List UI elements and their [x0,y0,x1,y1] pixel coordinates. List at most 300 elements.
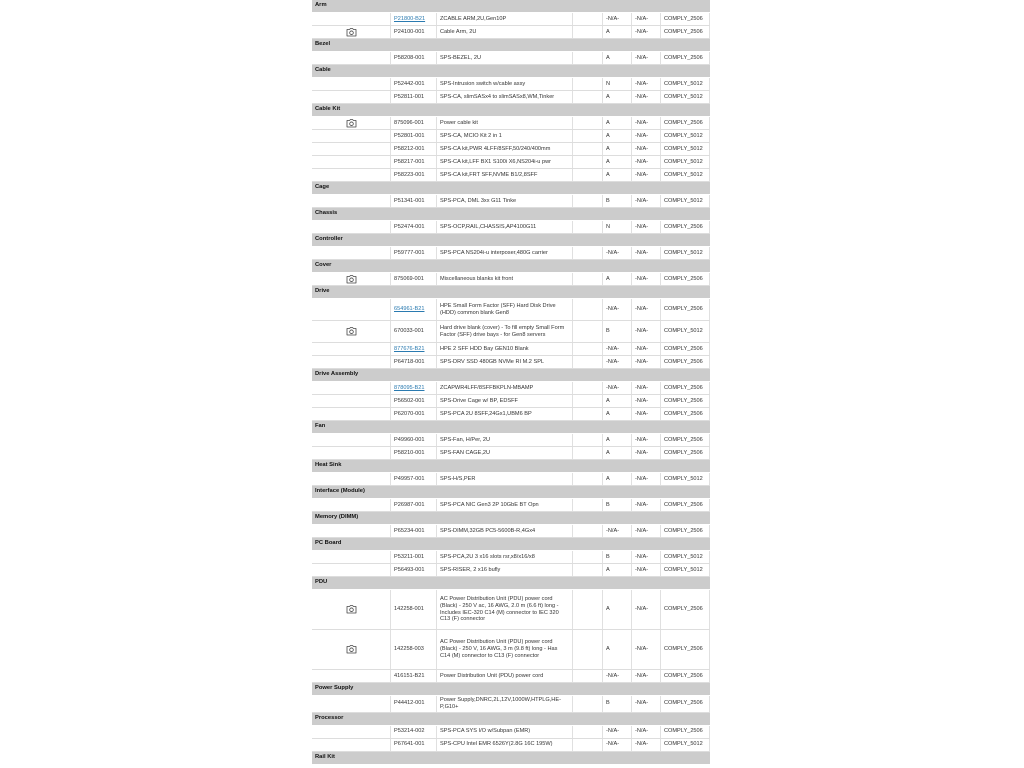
image-cell [312,564,390,576]
part-number: P65234-001 [394,527,425,534]
category-header: Cover [312,260,710,273]
description-cell: SPS-Intrusion switch w/cable assy [436,78,572,90]
part-number-cell [390,299,436,320]
condition-cell: -N/A- [602,726,631,738]
condition-cell: B [602,551,631,563]
table-row [312,551,710,564]
table-row [312,156,710,169]
description-cell: SPS-CPU Intel EMR 6526Y(2.8G 16C 195W) [436,739,572,751]
condition-cell: A [602,473,631,485]
image-cell [312,726,390,738]
camera-icon[interactable] [346,28,357,37]
description-cell: SPS-FAN CAGE,2U [436,447,572,459]
table-row [312,26,710,39]
compliance-cell: COMPLY_2506 [660,395,710,407]
condition-cell: A [602,447,631,459]
description-cell: Cable Arm, 2U [436,26,572,38]
availability-cell: -N/A- [631,434,660,446]
description-cell: Miscellaneous blanks kit front [436,273,572,285]
image-cell [312,247,390,259]
availability-cell: -N/A- [631,13,660,25]
availability-cell: -N/A- [631,551,660,563]
image-cell [312,499,390,511]
part-number-cell [390,696,436,712]
category-header: PDU [312,577,710,590]
compliance-cell: COMPLY_5012 [660,78,710,90]
description-cell: SPS-PCA,2U 3 x16 slots rsr,x8/x16/x8 [436,551,572,563]
part-number: P51341-001 [394,197,425,204]
camera-icon-graphic [346,327,357,336]
empty-cell [572,91,602,103]
empty-cell [572,551,602,563]
condition-cell: -N/A- [602,247,631,259]
part-number-cell [390,630,436,669]
availability-cell: -N/A- [631,564,660,576]
category-header: Rail Kit [312,752,710,765]
compliance-cell: COMPLY_2506 [660,13,710,25]
availability-cell: -N/A- [631,130,660,142]
compliance-cell: COMPLY_5012 [660,195,710,207]
empty-cell [572,382,602,394]
condition-cell: A [602,91,631,103]
availability-cell: -N/A- [631,117,660,129]
part-number-cell [390,408,436,420]
description-cell: SPS-CA kit,PWR 4LFF/8SFF,50/240/400mm [436,143,572,155]
empty-cell [572,670,602,682]
part-number: P52811-001 [394,93,425,100]
empty-cell [572,739,602,751]
category-header: Fan [312,421,710,434]
compliance-cell: COMPLY_5012 [660,473,710,485]
part-number-cell [390,143,436,155]
category-header: Power Supply [312,683,710,696]
image-cell [312,551,390,563]
image-cell [312,195,390,207]
description-cell: SPS-PCA, DML 3xx G11 Tinke [436,195,572,207]
compliance-cell: COMPLY_2506 [660,382,710,394]
description-cell: SPS-RISER, 2 x16 bufly [436,564,572,576]
image-cell [312,117,390,129]
compliance-cell: COMPLY_2506 [660,726,710,738]
condition-cell: B [602,321,631,342]
table-row [312,130,710,143]
table-row [312,564,710,577]
part-number: 142258-001 [394,606,424,613]
condition-cell: A [602,564,631,576]
condition-cell: A [602,130,631,142]
description-cell: SPS-H/S,PER [436,473,572,485]
condition-cell: N [602,78,631,90]
condition-cell: N [602,221,631,233]
table-row [312,343,710,356]
availability-cell: -N/A- [631,395,660,407]
empty-cell [572,395,602,407]
compliance-cell: COMPLY_5012 [660,130,710,142]
part-number-cell [390,91,436,103]
description-cell: AC Power Distribution Unit (PDU) power cord (Black) - 250 V ac, 16 AWG, 2.0 m (6.6 ft) long - Includes IEC-320 C14 (M) connector to IEC 320 C13 (F) connector [436,590,572,629]
compliance-cell: COMPLY_2506 [660,26,710,38]
part-number: 142258-003 [394,646,424,653]
category-header: PC Board [312,538,710,551]
empty-cell [572,499,602,511]
condition-cell: A [602,169,631,181]
table-row [312,195,710,208]
part-number: P59777-001 [394,249,425,256]
compliance-cell: COMPLY_2506 [660,52,710,64]
empty-cell [572,247,602,259]
table-row [312,169,710,182]
category-header: Arm [312,0,710,13]
empty-cell [572,195,602,207]
table-row [312,590,710,630]
empty-cell [572,299,602,320]
compliance-cell: COMPLY_5012 [660,739,710,751]
image-cell [312,156,390,168]
empty-cell [572,117,602,129]
part-number-cell [390,321,436,342]
condition-cell: -N/A- [602,739,631,751]
table-row [312,739,710,752]
description-cell: SPS-CA kit,LFF BX1 S100i X6,NS204i-u pwr [436,156,572,168]
empty-cell [572,590,602,629]
description-cell: HPE 2 SFF HDD Bay GEN10 Blank [436,343,572,355]
empty-cell [572,434,602,446]
empty-cell [572,356,602,368]
availability-cell: -N/A- [631,343,660,355]
table-row [312,356,710,369]
table-row [312,143,710,156]
part-number-cell [390,590,436,629]
part-number: 416151-B21 [394,672,425,679]
part-number: 670033-001 [394,328,424,335]
camera-icon-graphic [346,28,357,37]
category-header: Controller [312,234,710,247]
category-header: Chassis [312,208,710,221]
image-cell [312,630,390,669]
availability-cell: -N/A- [631,91,660,103]
empty-cell [572,13,602,25]
part-number-link[interactable]: 878095-B21 [394,384,425,391]
compliance-cell: COMPLY_2506 [660,630,710,669]
description-cell: SPS-PCA NIC Gen3 2P 10GbE BT Opn [436,499,572,511]
part-number: P58210-001 [394,449,425,456]
empty-cell [572,473,602,485]
availability-cell: -N/A- [631,590,660,629]
compliance-cell: COMPLY_5012 [660,156,710,168]
part-number-cell [390,726,436,738]
condition-cell: -N/A- [602,356,631,368]
availability-cell: -N/A- [631,447,660,459]
empty-cell [572,343,602,355]
image-cell [312,78,390,90]
image-cell [312,143,390,155]
condition-cell: -N/A- [602,343,631,355]
part-number: P58212-001 [394,145,425,152]
image-cell [312,434,390,446]
description-cell: SPS-DIMM,32GB PC5-5600B-R,4Gx4 [436,525,572,537]
category-header: Processor [312,713,710,726]
description-cell: SPS-OCP,RAIL,CHASSIS,AP4100G11 [436,221,572,233]
compliance-cell: COMPLY_2506 [660,117,710,129]
table-row [312,91,710,104]
image-cell [312,321,390,342]
part-number: P52442-001 [394,80,425,87]
description-cell: SPS-CA, slimSASx4 to slimSASx8,WM,Tinker [436,91,572,103]
compliance-cell: COMPLY_2506 [660,696,710,712]
part-number-cell [390,26,436,38]
empty-cell [572,78,602,90]
availability-cell: -N/A- [631,525,660,537]
description-cell: AC Power Distribution Unit (PDU) power cord (Black) - 250 V, 16 AWG, 3 m (9.8 ft) long - Has C14 (M) connector to C13 (F) connector [436,630,572,669]
table-row [312,434,710,447]
availability-cell: -N/A- [631,630,660,669]
condition-cell: A [602,156,631,168]
image-cell [312,13,390,25]
part-number-cell [390,395,436,407]
table-row [312,382,710,395]
image-cell [312,169,390,181]
part-number-cell [390,447,436,459]
description-cell: SPS-Fan, H/Per, 2U [436,434,572,446]
part-number: P52474-001 [394,223,425,230]
availability-cell: -N/A- [631,696,660,712]
camera-icon[interactable] [346,119,357,128]
compliance-cell: COMPLY_5012 [660,247,710,259]
empty-cell [572,447,602,459]
camera-icon[interactable] [346,327,357,336]
image-cell [312,52,390,64]
part-number: P49960-001 [394,436,425,443]
category-header: Heat Sink [312,460,710,473]
category-header: Cable [312,65,710,78]
image-cell [312,395,390,407]
availability-cell: -N/A- [631,78,660,90]
compliance-cell: COMPLY_2506 [660,499,710,511]
empty-cell [572,630,602,669]
availability-cell: -N/A- [631,221,660,233]
image-cell [312,408,390,420]
part-number-cell [390,356,436,368]
description-cell: Power Supply,DNRC,2L,12V,1000W,HTPLG,HE-P,G10+ [436,696,572,712]
image-cell [312,343,390,355]
part-number-cell [390,117,436,129]
availability-cell: -N/A- [631,52,660,64]
description-cell: SPS-DRV SSD 480GB NVMe RI M.2 SPL [436,356,572,368]
empty-cell [572,143,602,155]
table-row [312,321,710,343]
category-header: Drive Assembly [312,369,710,382]
availability-cell: -N/A- [631,156,660,168]
availability-cell: -N/A- [631,299,660,320]
compliance-cell: COMPLY_5012 [660,91,710,103]
part-number-cell [390,564,436,576]
availability-cell: -N/A- [631,473,660,485]
condition-cell: -N/A- [602,299,631,320]
availability-cell: -N/A- [631,382,660,394]
empty-cell [572,221,602,233]
empty-cell [572,156,602,168]
compliance-cell: COMPLY_5012 [660,551,710,563]
category-header: Cage [312,182,710,195]
image-cell [312,91,390,103]
part-number-cell [390,247,436,259]
part-number-cell [390,130,436,142]
part-number: P24100-001 [394,28,425,35]
parts-list-table [312,0,710,765]
condition-cell: B [602,195,631,207]
part-number-link[interactable]: P21800-B21 [394,15,426,22]
compliance-cell: COMPLY_5012 [660,564,710,576]
condition-cell: A [602,408,631,420]
image-cell [312,356,390,368]
availability-cell: -N/A- [631,356,660,368]
category-header: Cable Kit [312,104,710,117]
camera-icon-graphic [346,119,357,128]
condition-cell: A [602,630,631,669]
compliance-cell: COMPLY_5012 [660,143,710,155]
description-cell: SPS-PCA SYS I/O w/Subpan (EMR) [436,726,572,738]
part-number-cell [390,499,436,511]
availability-cell: -N/A- [631,273,660,285]
part-number: P53214-002 [394,728,425,735]
part-number-cell [390,156,436,168]
part-number: P26987-001 [394,501,425,508]
table-row [312,525,710,538]
empty-cell [572,564,602,576]
condition-cell: A [602,434,631,446]
category-header: Bezel [312,39,710,52]
availability-cell: -N/A- [631,726,660,738]
table-row [312,52,710,65]
availability-cell: -N/A- [631,321,660,342]
condition-cell: A [602,117,631,129]
table-row [312,473,710,486]
camera-icon-graphic [346,275,357,284]
part-number: P64718-001 [394,358,425,365]
description-cell: Power cable kit [436,117,572,129]
category-header: Drive [312,286,710,299]
camera-icon[interactable] [346,645,357,654]
image-cell [312,670,390,682]
camera-icon[interactable] [346,605,357,614]
description-cell: SPS-Drive Cage w/ BP, EDSFF [436,395,572,407]
category-header: Interface (Module) [312,486,710,499]
part-number: P58208-001 [394,54,425,61]
camera-icon[interactable] [346,275,357,284]
image-cell [312,696,390,712]
table-row [312,299,710,321]
empty-cell [572,52,602,64]
image-cell [312,447,390,459]
condition-cell: A [602,52,631,64]
compliance-cell: COMPLY_2506 [660,221,710,233]
part-number-cell [390,221,436,233]
empty-cell [572,169,602,181]
part-number: P62070-001 [394,410,425,417]
table-row [312,221,710,234]
part-number: P53211-001 [394,553,425,560]
image-cell [312,382,390,394]
description-cell: ZCABLE ARM,2U,Gen10P [436,13,572,25]
image-cell [312,525,390,537]
description-cell: SPS-PCA NS204i-u interposer,480G carrier [436,247,572,259]
empty-cell [572,696,602,712]
description-cell: SPS-CA kit,FRT SFF,NVME B1/2,8SFF [436,169,572,181]
compliance-cell: COMPLY_2506 [660,590,710,629]
compliance-cell: COMPLY_2506 [660,670,710,682]
compliance-cell: COMPLY_5012 [660,169,710,181]
image-cell [312,273,390,285]
image-cell [312,221,390,233]
availability-cell: -N/A- [631,195,660,207]
part-number: P52801-001 [394,132,425,139]
compliance-cell: COMPLY_2506 [660,343,710,355]
part-number-link[interactable]: 877676-B21 [394,345,425,352]
part-number-link[interactable]: 654961-B21 [394,306,425,313]
part-number-cell [390,434,436,446]
condition-cell: A [602,143,631,155]
part-number-cell [390,273,436,285]
compliance-cell: COMPLY_2506 [660,447,710,459]
table-row [312,408,710,421]
image-cell [312,26,390,38]
empty-cell [572,408,602,420]
image-cell [312,299,390,320]
condition-cell: A [602,273,631,285]
empty-cell [572,26,602,38]
image-cell [312,130,390,142]
table-row [312,247,710,260]
image-cell [312,590,390,629]
condition-cell: B [602,696,631,712]
compliance-cell: COMPLY_2506 [660,356,710,368]
description-cell: SPS-BEZEL, 2U [436,52,572,64]
description-cell: Hard drive blank (cover) - To fill empty Small Form Factor (SFF) drive bays - for Gen8 servers [436,321,572,342]
image-cell [312,739,390,751]
part-number-cell [390,473,436,485]
table-row [312,726,710,739]
condition-cell: -N/A- [602,525,631,537]
camera-icon-graphic [346,605,357,614]
part-number-cell [390,78,436,90]
table-row [312,273,710,286]
table-row [312,447,710,460]
compliance-cell: COMPLY_5012 [660,321,710,342]
compliance-cell: COMPLY_2506 [660,408,710,420]
availability-cell: -N/A- [631,499,660,511]
condition-cell: A [602,395,631,407]
part-number: P56493-001 [394,566,425,573]
part-number-cell [390,195,436,207]
part-number-cell [390,670,436,682]
availability-cell: -N/A- [631,26,660,38]
condition-cell: B [602,499,631,511]
empty-cell [572,130,602,142]
availability-cell: -N/A- [631,247,660,259]
part-number-cell [390,551,436,563]
part-number: P58223-001 [394,171,425,178]
availability-cell: -N/A- [631,739,660,751]
table-row [312,630,710,670]
availability-cell: -N/A- [631,670,660,682]
condition-cell: -N/A- [602,13,631,25]
condition-cell: A [602,26,631,38]
availability-cell: -N/A- [631,169,660,181]
part-number-cell [390,343,436,355]
availability-cell: -N/A- [631,143,660,155]
table-row [312,499,710,512]
empty-cell [572,273,602,285]
